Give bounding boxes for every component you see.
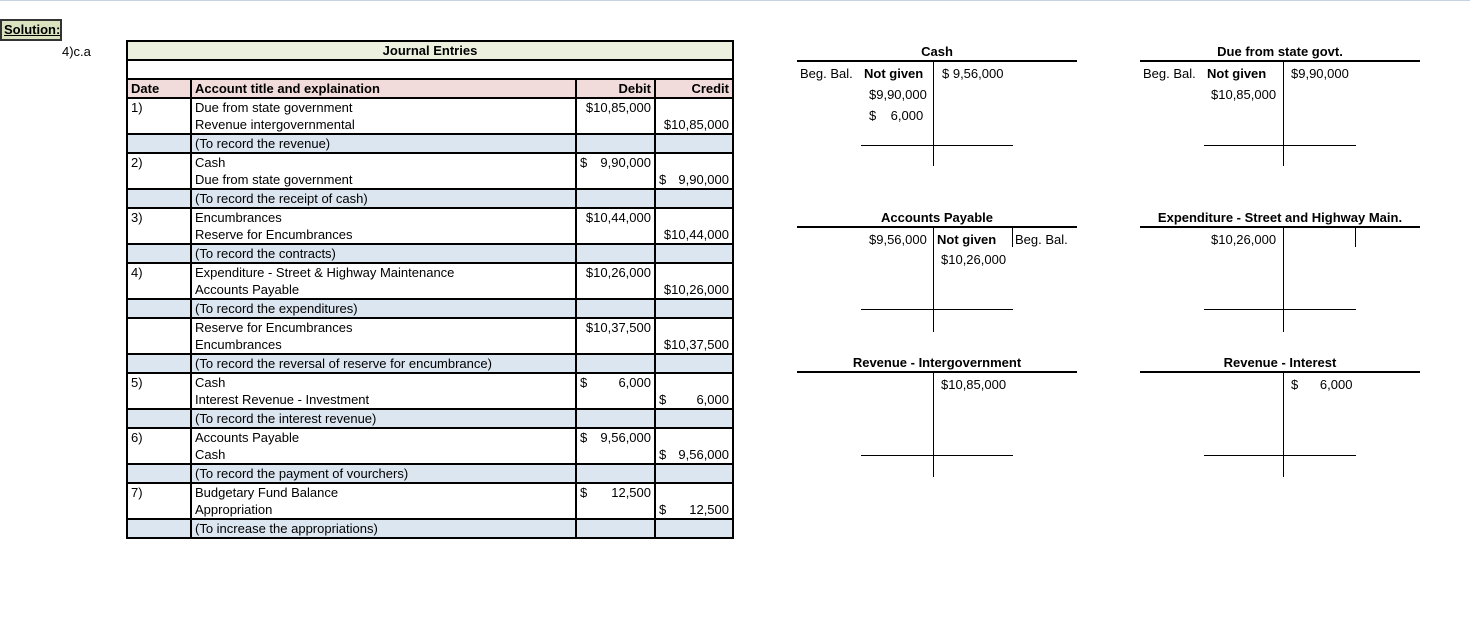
narration: (To record the interest revenue) — [191, 409, 576, 428]
credit-account: Interest Revenue - Investment — [191, 391, 576, 409]
narration-date-empty — [127, 409, 191, 428]
t-title: Accounts Payable — [881, 210, 993, 225]
t-center-rule — [933, 373, 934, 477]
credit-amount-value: $10,44,000 — [663, 227, 729, 242]
narration-debit-empty — [576, 244, 655, 263]
credit-amount-empty — [655, 483, 733, 501]
narration-date-empty — [127, 519, 191, 538]
t-account-due-from-state — [1140, 44, 1420, 169]
credit-amount — [655, 116, 733, 134]
credit-amount-empty — [655, 263, 733, 281]
narration-date-empty — [127, 464, 191, 483]
debit-account: Cash — [191, 373, 576, 391]
narration-debit-empty — [576, 134, 655, 153]
top-rule — [0, 0, 1470, 1]
solution-label: Solution: — [4, 22, 61, 37]
narration: (To record the contracts) — [191, 244, 576, 263]
debit-amount — [576, 483, 655, 501]
narration-debit-empty — [576, 299, 655, 318]
credit-amount-value: $10,85,000 — [663, 117, 729, 132]
debit-amount-empty — [576, 171, 655, 189]
t-top-rule — [797, 60, 1077, 62]
dollar-sign: $ — [659, 392, 667, 407]
t-top-rule — [797, 226, 1077, 228]
narration: (To record the payment of vourchers) — [191, 464, 576, 483]
entry-date: 3) — [127, 208, 191, 226]
entry-date-empty — [127, 171, 191, 189]
journal-debit-row — [127, 428, 733, 446]
debit-amount-empty — [576, 336, 655, 354]
beg-bal-label: Beg. Bal. — [800, 66, 853, 81]
journal-narration-row — [127, 354, 733, 373]
entry-date-empty — [127, 446, 191, 464]
entry-date-empty — [127, 281, 191, 299]
t-total-rule — [861, 455, 1013, 456]
credit-amount-value: 12,500 — [689, 502, 729, 517]
debit-amount-value: 6,000 — [618, 375, 651, 390]
credit-amount-value: 6,000 — [696, 392, 729, 407]
beg-bal-value: Not given — [937, 232, 997, 247]
t-beg-divider — [1012, 228, 1013, 247]
beg-bal-label: Beg. Bal. — [1143, 66, 1196, 81]
credit-account: Due from state government — [191, 171, 576, 189]
journal-narration-row — [127, 244, 733, 263]
debit-amount-value: $10,85,000 — [585, 100, 651, 115]
t-account-cash — [797, 44, 1077, 169]
credit-amount — [655, 171, 733, 189]
narration-credit-empty — [655, 189, 733, 208]
entry-date-empty — [127, 501, 191, 519]
narration-date-empty — [127, 244, 191, 263]
header-credit: Credit — [655, 79, 733, 98]
dollar-sign: $ — [580, 430, 588, 445]
narration-debit-empty — [576, 464, 655, 483]
journal-debit-row — [127, 263, 733, 281]
narration-date-empty — [127, 189, 191, 208]
t-total-rule — [1204, 309, 1356, 310]
entry-date: 1) — [127, 98, 191, 116]
entry-date-empty — [127, 226, 191, 244]
debit-account: Encumbrances — [191, 208, 576, 226]
t-center-rule — [1283, 228, 1284, 332]
debit-account: Cash — [191, 153, 576, 171]
credit-entry: $9,90,000 — [1291, 66, 1349, 81]
t-title: Revenue - Intergovernment — [852, 355, 1022, 370]
entry-date: 7) — [127, 483, 191, 501]
entry-date-empty — [127, 116, 191, 134]
debit-amount-empty — [576, 281, 655, 299]
journal-credit-row — [127, 501, 733, 519]
debit-entry: $9,90,000 — [869, 87, 927, 102]
narration: (To increase the appropriations) — [191, 519, 576, 538]
narration-date-empty — [127, 299, 191, 318]
debit-amount — [576, 373, 655, 391]
debit-account: Accounts Payable — [191, 428, 576, 446]
dollar-sign: $ — [659, 502, 667, 517]
credit-account: Revenue intergovernmental — [191, 116, 576, 134]
debit-amount — [576, 208, 655, 226]
journal-credit-row — [127, 116, 733, 134]
journal-narration-row — [127, 519, 733, 538]
dollar-sign: $ — [659, 172, 667, 187]
journal-credit-row — [127, 281, 733, 299]
credit-entry: $10,85,000 — [941, 377, 1007, 392]
credit-amount — [655, 336, 733, 354]
narration-credit-empty — [655, 464, 733, 483]
entry-date: 6) — [127, 428, 191, 446]
narration-credit-empty — [655, 134, 733, 153]
narration-debit-empty — [576, 409, 655, 428]
entry-date: 2) — [127, 153, 191, 171]
journal-table — [126, 40, 734, 539]
t-total-rule — [861, 145, 1013, 146]
debit-amount-empty — [576, 501, 655, 519]
debit-amount — [576, 98, 655, 116]
credit-amount-empty — [655, 98, 733, 116]
debit-amount-empty — [576, 446, 655, 464]
credit-account: Reserve for Encumbrances — [191, 226, 576, 244]
t-total-rule — [1204, 455, 1356, 456]
t-top-rule — [1140, 226, 1420, 228]
debit-amount — [576, 428, 655, 446]
credit-amount-empty — [655, 318, 733, 336]
debit-amount-empty — [576, 226, 655, 244]
t-total-rule — [1204, 145, 1356, 146]
journal-narration-row — [127, 134, 733, 153]
t-account-expenditure — [1140, 210, 1420, 335]
debit-amount-empty — [576, 116, 655, 134]
t-top-rule — [1140, 60, 1420, 62]
journal-blank-row — [127, 60, 733, 79]
credit-amount-value: $10,26,000 — [663, 282, 729, 297]
journal-header-row — [127, 79, 733, 98]
debit-account: Budgetary Fund Balance — [191, 483, 576, 501]
journal-debit-row — [127, 373, 733, 391]
entry-date: 4) — [127, 263, 191, 281]
debit-amount-value: $10,37,500 — [585, 320, 651, 335]
beg-bal-value: Not given — [1207, 66, 1267, 81]
t-beg-divider — [1355, 228, 1356, 247]
t-title: Revenue - Interest — [1223, 355, 1337, 370]
narration-debit-empty — [576, 189, 655, 208]
narration-credit-empty — [655, 299, 733, 318]
entry-date-empty — [127, 391, 191, 409]
dollar-sign: $ — [580, 485, 588, 500]
t-account-revenue-intergovernment — [797, 355, 1077, 480]
journal-debit-row — [127, 98, 733, 116]
narration: (To record the revenue) — [191, 134, 576, 153]
narration-credit-empty — [655, 519, 733, 538]
debit-account: Reserve for Encumbrances — [191, 318, 576, 336]
narration: (To record the receipt of cash) — [191, 189, 576, 208]
credit-amount-value: $10,37,500 — [663, 337, 729, 352]
debit-amount-value: $10,26,000 — [585, 265, 651, 280]
t-top-rule — [1140, 371, 1420, 373]
dollar-sign: $ — [580, 375, 588, 390]
t-title: Cash — [921, 44, 953, 59]
journal-narration-row — [127, 464, 733, 483]
question-label: 4)c.a — [62, 44, 91, 59]
credit-account: Appropriation — [191, 501, 576, 519]
credit-amount — [655, 446, 733, 464]
credit-account: Accounts Payable — [191, 281, 576, 299]
journal-debit-row — [127, 318, 733, 336]
t-center-rule — [933, 62, 934, 166]
credit-amount-empty — [655, 373, 733, 391]
journal-title: Journal Entries — [127, 41, 733, 60]
debit-amount-value: 9,56,000 — [600, 430, 651, 445]
journal-credit-row — [127, 336, 733, 354]
credit-amount-empty — [655, 153, 733, 171]
header-date: Date — [127, 79, 191, 98]
debit-amount — [576, 153, 655, 171]
credit-amount — [655, 501, 733, 519]
journal-debit-row — [127, 483, 733, 501]
journal-credit-row — [127, 171, 733, 189]
credit-entry: $10,26,000 — [941, 252, 1007, 267]
narration-credit-empty — [655, 354, 733, 373]
solution-label-box — [0, 19, 62, 41]
entry-date: 5) — [127, 373, 191, 391]
journal-credit-row — [127, 391, 733, 409]
narration-date-empty — [127, 134, 191, 153]
t-account-accounts-payable — [797, 210, 1077, 335]
debit-amount-value: $10,44,000 — [585, 210, 651, 225]
credit-amount-value: 9,90,000 — [678, 172, 729, 187]
header-debit: Debit — [576, 79, 655, 98]
t-title: Expenditure - Street and Highway Main. — [1157, 210, 1403, 225]
t-total-rule — [861, 309, 1013, 310]
narration: (To record the expenditures) — [191, 299, 576, 318]
narration-debit-empty — [576, 519, 655, 538]
journal-narration-row — [127, 189, 733, 208]
t-center-rule — [933, 228, 934, 332]
dollar-sign: $ — [659, 447, 667, 462]
t-center-rule — [1283, 62, 1284, 166]
journal-credit-row — [127, 446, 733, 464]
debit-amount-value: 9,90,000 — [600, 155, 651, 170]
credit-amount-empty — [655, 208, 733, 226]
credit-account: Cash — [191, 446, 576, 464]
journal-debit-row — [127, 153, 733, 171]
credit-amount — [655, 391, 733, 409]
t-center-rule — [1283, 373, 1284, 477]
debit-amount — [576, 318, 655, 336]
beg-bal-label: Beg. Bal. — [1015, 232, 1068, 247]
journal-narration-row — [127, 299, 733, 318]
debit-entry: $ 6,000 — [869, 108, 924, 123]
credit-amount-empty — [655, 428, 733, 446]
entry-date-empty — [127, 336, 191, 354]
credit-account: Encumbrances — [191, 336, 576, 354]
debit-account: Expenditure - Street & Highway Maintenance — [191, 263, 576, 281]
t-title: Due from state govt. — [1217, 44, 1343, 59]
entry-date — [127, 318, 191, 336]
t-account-revenue-interest — [1140, 355, 1420, 480]
narration-credit-empty — [655, 244, 733, 263]
dollar-sign: $ — [580, 155, 588, 170]
journal-credit-row — [127, 226, 733, 244]
beg-bal-value: Not given — [864, 66, 924, 81]
debit-account: Due from state government — [191, 98, 576, 116]
credit-entry: $ 6,000 — [1291, 377, 1353, 392]
narration-date-empty — [127, 354, 191, 373]
journal-narration-row — [127, 409, 733, 428]
debit-amount — [576, 263, 655, 281]
credit-amount-value: 9,56,000 — [678, 447, 729, 462]
debit-entry: $10,26,000 — [1211, 232, 1277, 247]
debit-amount-empty — [576, 391, 655, 409]
debit-amount-value: 12,500 — [611, 485, 651, 500]
debit-entry: $9,56,000 — [869, 232, 927, 247]
credit-amount — [655, 281, 733, 299]
debit-entry: $10,85,000 — [1211, 87, 1277, 102]
journal-title-row — [127, 41, 733, 60]
narration-debit-empty — [576, 354, 655, 373]
narration: (To record the reversal of reserve for encumbrance) — [191, 354, 576, 373]
header-account: Account title and explaination — [191, 79, 576, 98]
narration-credit-empty — [655, 409, 733, 428]
credit-amount — [655, 226, 733, 244]
credit-entry: $ 9,56,000 — [942, 66, 1004, 81]
journal-debit-row — [127, 208, 733, 226]
t-top-rule — [797, 371, 1077, 373]
